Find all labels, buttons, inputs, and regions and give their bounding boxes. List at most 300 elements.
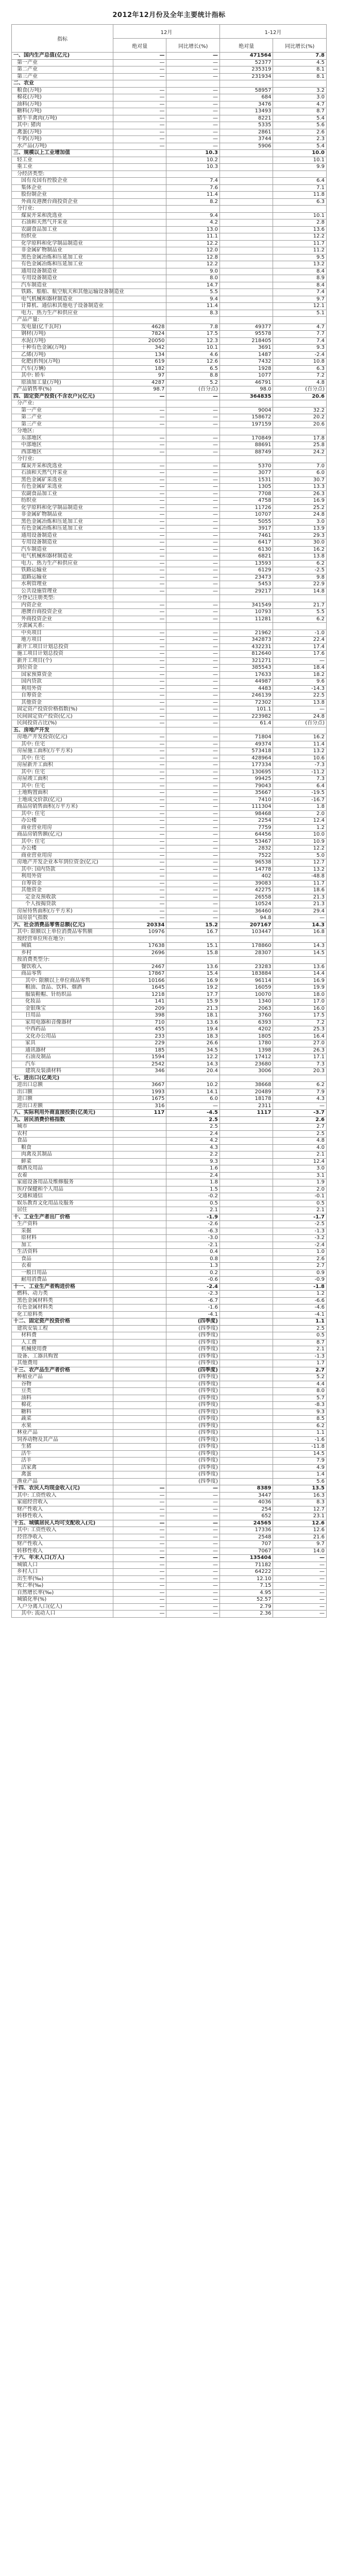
table-row — [12, 526, 327, 533]
ytd-value-cell: 10524 — [219, 901, 273, 908]
month-growth-cell — [166, 957, 220, 964]
ytd-growth-cell: 3.0 — [273, 1165, 327, 1173]
month-growth-cell: 10.3 — [166, 150, 220, 157]
table-row — [12, 282, 327, 289]
indicator-cell: 有色金属冶炼和压延加工业 — [12, 261, 113, 268]
ytd-value-cell: 20489 — [219, 1089, 273, 1096]
month-growth-cell: 10.2 — [166, 157, 220, 164]
ytd-growth-cell: 4.3 — [273, 1096, 327, 1103]
ytd-growth-cell: 2.5 — [273, 1325, 327, 1332]
table-row — [12, 1026, 327, 1033]
month-growth-cell: — — [166, 783, 220, 790]
ytd-growth-cell: 5.5 — [273, 609, 327, 616]
month-growth-cell: — — [166, 769, 220, 776]
month-value-cell — [113, 1464, 166, 1471]
table-row — [12, 212, 327, 219]
ytd-value-cell: 321271 — [219, 657, 273, 665]
month-growth-cell: 2.2 — [166, 1151, 220, 1159]
table-row — [12, 609, 327, 616]
table-row — [12, 206, 327, 213]
month-growth-cell: — — [166, 665, 220, 672]
month-value-cell — [113, 1242, 166, 1249]
indicator-cell: 黑色金属冶炼和压延加工业 — [12, 518, 113, 526]
ytd-growth-cell: 5.2 — [273, 1374, 327, 1381]
table-row — [12, 929, 327, 936]
month-value-cell: — — [113, 581, 166, 588]
month-value-cell — [113, 1075, 166, 1082]
table-row — [12, 1193, 327, 1200]
indicator-cell: 化学原料和化学制品制造业 — [12, 240, 113, 247]
month-growth-cell — [166, 727, 220, 734]
ytd-growth-cell: 11.8 — [273, 192, 327, 199]
ytd-value-cell: 11726 — [219, 504, 273, 512]
month-growth-cell: -1.9 — [166, 1214, 220, 1221]
month-growth-cell: -0.6 — [166, 1277, 220, 1284]
table-row — [12, 289, 327, 296]
ytd-value-cell: 231934 — [219, 73, 273, 80]
table-row — [12, 442, 327, 449]
table-row — [12, 581, 327, 588]
ytd-value-cell — [219, 1269, 273, 1277]
ytd-value-cell — [219, 240, 273, 247]
month-growth-cell: — — [166, 609, 220, 616]
ytd-value-cell — [219, 1200, 273, 1207]
month-value-cell — [113, 727, 166, 734]
table-row — [12, 1611, 327, 1618]
month-value-cell: — — [113, 692, 166, 700]
indicator-cell: 石油和天然气开采业 — [12, 470, 113, 477]
month-value-cell: — — [113, 1611, 166, 1618]
indicator-cell: 外商投资企业 — [12, 616, 113, 623]
table-row — [12, 769, 327, 776]
ytd-value-cell: 1340 — [219, 998, 273, 1006]
month-value-cell — [113, 1430, 166, 1437]
ytd-growth-cell: 2.6 — [273, 1256, 327, 1263]
month-value-cell — [113, 296, 166, 303]
month-growth-cell: 12.3 — [166, 337, 220, 345]
ytd-value-cell: 7067 — [219, 1548, 273, 1555]
ytd-value-cell — [219, 400, 273, 408]
month-growth-cell: 6.0 — [166, 1096, 220, 1103]
month-value-cell — [113, 1444, 166, 1451]
month-value-cell — [113, 1346, 166, 1353]
indicator-cell: 原油加工量(万吨) — [12, 379, 113, 386]
month-value-cell: 2696 — [113, 950, 166, 957]
ytd-growth-cell: 11.7 — [273, 880, 327, 887]
ytd-value-cell: 17412 — [219, 1054, 273, 1061]
ytd-value-cell — [219, 623, 273, 630]
indicator-cell: 油料 — [12, 1395, 113, 1402]
ytd-growth-cell: 7.3 — [273, 1061, 327, 1068]
month-growth-cell: — — [166, 108, 220, 115]
month-growth-cell: 1.5 — [166, 1186, 220, 1193]
indicator-cell: 国房景气指数 — [12, 915, 113, 922]
month-value-cell — [113, 1291, 166, 1298]
ytd-growth-cell: 9.7 — [273, 1541, 327, 1548]
indicator-cell: 办公楼 — [12, 845, 113, 853]
table-row — [12, 226, 327, 233]
ytd-growth-cell: 5.6 — [273, 1478, 327, 1485]
indicator-cell: 新开工项目计划总投资 — [12, 643, 113, 651]
ytd-growth-cell: 9.5 — [273, 254, 327, 261]
indicator-cell: 外商及港澳台商投资企业 — [12, 198, 113, 206]
month-value-cell — [113, 254, 166, 261]
indicator-cell: 粮油、食品、饮料、烟酒 — [12, 985, 113, 992]
month-growth-cell: (四季度) — [166, 1395, 220, 1402]
ytd-growth-cell: -4.1 — [273, 1311, 327, 1318]
ytd-value-cell — [219, 198, 273, 206]
ytd-value-cell — [219, 1388, 273, 1395]
month-growth-cell: — — [166, 824, 220, 832]
table-row — [12, 637, 327, 644]
month-value-cell: — — [113, 755, 166, 762]
ytd-growth-cell: 11.4 — [273, 741, 327, 748]
month-growth-cell: 15.9 — [166, 998, 220, 1006]
indicator-cell: 活羊 — [12, 1458, 113, 1465]
indicator-cell: 交通和通信 — [12, 1193, 113, 1200]
ytd-value-cell: 573418 — [219, 748, 273, 755]
ytd-growth-cell: 2.1 — [273, 1346, 327, 1353]
table-row — [12, 734, 327, 741]
month-growth-cell: (四季度) — [166, 1444, 220, 1451]
month-growth-cell — [166, 623, 220, 630]
table-row — [12, 178, 327, 185]
month-growth-cell: (四季度) — [166, 1325, 220, 1332]
indicator-cell: 汽车(万辆) — [12, 365, 113, 372]
month-growth-cell: -2.1 — [166, 1242, 220, 1249]
ytd-growth-cell: 7.2 — [273, 1019, 327, 1026]
table-row — [12, 727, 327, 734]
ytd-value-cell — [219, 456, 273, 463]
month-growth-cell: -6.7 — [166, 1297, 220, 1304]
ytd-value-cell: 2548 — [219, 1534, 273, 1541]
month-value-cell: — — [113, 713, 166, 720]
month-growth-cell: — — [166, 880, 220, 887]
statistics-table — [11, 24, 327, 1618]
month-growth-cell: — — [166, 532, 220, 539]
month-growth-cell: 12.0 — [166, 247, 220, 255]
month-value-cell — [113, 1179, 166, 1187]
ytd-growth-cell: 6.2 — [273, 560, 327, 567]
ytd-value-cell — [219, 178, 273, 185]
ytd-value-cell: 98468 — [219, 810, 273, 818]
ytd-growth-cell: 10.0 — [273, 832, 327, 839]
ytd-growth-cell: 2.6 — [273, 129, 327, 136]
ytd-value-cell: 207167 — [219, 922, 273, 929]
ytd-growth-cell: 18.4 — [273, 665, 327, 672]
indicator-cell: 家庭设备用品及维修服务 — [12, 1179, 113, 1187]
indicator-cell: 其中: 轿车 — [12, 372, 113, 380]
month-growth-cell: 16.7 — [166, 929, 220, 936]
month-value-cell: — — [113, 838, 166, 845]
ytd-value-cell: 6821 — [219, 553, 273, 561]
month-growth-cell — [166, 171, 220, 178]
indicator-cell: 电气机械和器材制造业 — [12, 296, 113, 303]
table-row — [12, 936, 327, 943]
month-value-cell — [113, 240, 166, 247]
ytd-value-cell: 707 — [219, 1541, 273, 1548]
indicator-cell: 采掘 — [12, 1228, 113, 1235]
table-row — [12, 1381, 327, 1388]
ytd-growth-cell: 21.3 — [273, 894, 327, 901]
ytd-value-cell: 471564 — [219, 53, 273, 60]
month-value-cell: — — [113, 1555, 166, 1562]
indicator-cell: 民间固定资产投资(亿元) — [12, 713, 113, 720]
month-growth-cell: — — [166, 122, 220, 129]
month-value-cell: 141 — [113, 998, 166, 1006]
ytd-value-cell: 52.57 — [219, 1597, 273, 1604]
ytd-value-cell — [219, 192, 273, 199]
indicator-cell: 商业营业用房 — [12, 824, 113, 832]
ytd-value-cell: 35667 — [219, 790, 273, 797]
month-value-cell: — — [113, 1569, 166, 1576]
month-growth-cell: (四季度) — [166, 1464, 220, 1471]
ytd-value-cell: 7410 — [219, 796, 273, 804]
ytd-value-cell: 2311 — [219, 1103, 273, 1110]
table-row — [12, 1325, 327, 1332]
table-row — [12, 818, 327, 825]
ytd-growth-cell: 17.8 — [273, 435, 327, 442]
indicator-cell: 铁路运输业 — [12, 567, 113, 574]
ytd-growth-cell: 5.6 — [273, 122, 327, 129]
month-value-cell: — — [113, 421, 166, 428]
month-value-cell — [113, 1318, 166, 1326]
month-growth-cell: 9.4 — [166, 212, 220, 219]
month-value-cell — [113, 1297, 166, 1304]
table-row — [12, 317, 327, 324]
ytd-value-cell: 23473 — [219, 574, 273, 581]
ytd-growth-cell: 0.5 — [273, 1332, 327, 1340]
month-value-cell — [113, 1228, 166, 1235]
indicator-cell: 煤炭开采和洗选业 — [12, 463, 113, 470]
table-row — [12, 421, 327, 428]
table-row — [12, 866, 327, 873]
ytd-growth-cell: 3.0 — [273, 94, 327, 101]
ytd-value-cell — [219, 1144, 273, 1151]
month-value-cell: — — [113, 94, 166, 101]
table-row — [12, 1165, 327, 1173]
ytd-growth-cell: 8.7 — [273, 108, 327, 115]
month-value-cell: — — [113, 832, 166, 839]
ytd-value-cell: 8221 — [219, 115, 273, 122]
ytd-growth-cell: 17.1 — [273, 1054, 327, 1061]
month-growth-cell: 18.3 — [166, 1033, 220, 1040]
month-growth-cell: (四季度) — [166, 1471, 220, 1479]
month-value-cell — [113, 1422, 166, 1430]
month-value-cell: — — [113, 1597, 166, 1604]
month-growth-cell: — — [166, 616, 220, 623]
ytd-growth-cell — [273, 595, 327, 602]
ytd-value-cell: 3077 — [219, 470, 273, 477]
month-value-cell: 2542 — [113, 1061, 166, 1068]
ytd-growth-cell: 7.3 — [273, 776, 327, 783]
indicator-cell: 十五、城镇居民人均可支配收入(元) — [12, 1520, 113, 1527]
table-row — [12, 539, 327, 547]
month-value-cell: — — [113, 915, 166, 922]
ytd-growth-cell: 5.4 — [273, 143, 327, 150]
table-row — [12, 365, 327, 372]
table-row — [12, 1082, 327, 1089]
month-value-cell: — — [113, 1485, 166, 1493]
indicator-cell: 分登记注册类型: — [12, 595, 113, 602]
indicator-cell: 利用外资 — [12, 873, 113, 880]
indicator-cell: 十三、农产品生产者价格 — [12, 1367, 113, 1374]
month-value-cell: — — [113, 720, 166, 727]
ytd-value-cell: 5055 — [219, 518, 273, 526]
indicator-cell: 国有及国有控股企业 — [12, 178, 113, 185]
indicator-cell: 自筹资金 — [12, 692, 113, 700]
ytd-growth-cell: 13.6 — [273, 963, 327, 971]
ytd-growth-cell: 10.1 — [273, 212, 327, 219]
indicator-cell: 电气机械和器材制造业 — [12, 553, 113, 561]
ytd-value-cell: 5453 — [219, 581, 273, 588]
indicator-cell: 新开工项目(个) — [12, 657, 113, 665]
ytd-growth-cell: 6.2 — [273, 1082, 327, 1089]
table-row — [12, 901, 327, 908]
table-row — [12, 1471, 327, 1479]
month-value-cell — [113, 317, 166, 324]
ytd-growth-cell: 21.7 — [273, 602, 327, 609]
month-value-cell — [113, 1263, 166, 1270]
table-row — [12, 1221, 327, 1228]
header-ytd: 1-12月 — [219, 25, 326, 39]
ytd-value-cell: 4483 — [219, 685, 273, 692]
table-row — [12, 957, 327, 964]
ytd-growth-cell: 20.2 — [273, 414, 327, 421]
indicator-cell: 其中: 工资性收入 — [12, 1527, 113, 1534]
ytd-growth-cell: 8.4 — [273, 268, 327, 275]
ytd-growth-cell: 26.3 — [273, 1047, 327, 1054]
month-value-cell: 182 — [113, 365, 166, 372]
indicator-cell: 分隶属关系: — [12, 623, 113, 630]
month-value-cell — [113, 192, 166, 199]
ytd-growth-cell: 20.6 — [273, 421, 327, 428]
table-row — [12, 414, 327, 421]
indicator-cell: 其中: 住宅 — [12, 769, 113, 776]
ytd-value-cell — [219, 1283, 273, 1291]
month-growth-cell: — — [166, 790, 220, 797]
month-growth-cell: — — [166, 894, 220, 901]
indicator-cell: 国家预算资金 — [12, 671, 113, 679]
month-value-cell: — — [113, 504, 166, 512]
ytd-value-cell — [219, 1436, 273, 1444]
ytd-growth-cell: 17.5 — [273, 1012, 327, 1020]
month-growth-cell: — — [166, 414, 220, 421]
ytd-growth-cell: -48.8 — [273, 873, 327, 880]
indicator-cell: 糖料(万吨) — [12, 108, 113, 115]
indicator-cell: 活牛 — [12, 1450, 113, 1458]
table-row — [12, 574, 327, 581]
table-row — [12, 108, 327, 115]
table-row — [12, 386, 327, 394]
table-row — [12, 1339, 327, 1346]
ytd-growth-cell: 8.3 — [273, 1499, 327, 1506]
ytd-growth-cell: -2.4 — [273, 1242, 327, 1249]
month-growth-cell: — — [166, 1562, 220, 1569]
month-value-cell — [113, 1186, 166, 1193]
ytd-growth-cell: 10.0 — [273, 150, 327, 157]
month-growth-cell: 7.8 — [166, 324, 220, 331]
month-growth-cell — [166, 80, 220, 88]
month-value-cell: — — [113, 1492, 166, 1499]
ytd-value-cell: 53467 — [219, 838, 273, 845]
month-growth-cell: — — [166, 498, 220, 505]
month-growth-cell: — — [166, 692, 220, 700]
month-growth-cell: (四季度) — [166, 1367, 220, 1374]
month-growth-cell: 8.0 — [166, 275, 220, 282]
ytd-growth-cell: -0.1 — [273, 1193, 327, 1200]
ytd-value-cell: 4202 — [219, 1026, 273, 1033]
month-value-cell: — — [113, 908, 166, 915]
month-value-cell: 619 — [113, 359, 166, 366]
month-growth-cell: — — [166, 1534, 220, 1541]
month-growth-cell: 14.1 — [166, 1089, 220, 1096]
ytd-growth-cell: — — [273, 706, 327, 714]
table-row — [12, 1395, 327, 1402]
month-growth-cell: — — [166, 657, 220, 665]
month-growth-cell: 13.6 — [166, 963, 220, 971]
indicator-cell: 烟酒及用品 — [12, 1165, 113, 1173]
month-growth-cell: (四季度) — [166, 1430, 220, 1437]
table-row — [12, 1089, 327, 1096]
ytd-value-cell — [219, 1318, 273, 1326]
month-value-cell — [113, 1200, 166, 1207]
ytd-growth-cell: 13.9 — [273, 526, 327, 533]
month-growth-cell: -6.3 — [166, 1228, 220, 1235]
ytd-value-cell — [219, 1416, 273, 1423]
ytd-growth-cell: 2.8 — [273, 219, 327, 227]
ytd-growth-cell: 2.0 — [273, 1186, 327, 1193]
ytd-value-cell: 36460 — [219, 908, 273, 915]
indicator-cell: 财产性收入 — [12, 1506, 113, 1513]
indicator-cell: 汽车制造业 — [12, 546, 113, 553]
month-value-cell — [113, 1165, 166, 1173]
month-growth-cell: 12.2 — [166, 240, 220, 247]
month-growth-cell: — — [166, 101, 220, 108]
table-row — [12, 477, 327, 484]
month-growth-cell: (四季度) — [166, 1353, 220, 1360]
table-row — [12, 553, 327, 561]
ytd-value-cell — [219, 1228, 273, 1235]
ytd-value-cell: 101.1 — [219, 706, 273, 714]
ytd-value-cell: 11281 — [219, 616, 273, 623]
month-value-cell: — — [113, 1520, 166, 1527]
ytd-growth-cell: 0.5 — [273, 1200, 327, 1207]
ytd-growth-cell: 30.7 — [273, 477, 327, 484]
table-row — [12, 762, 327, 769]
table-row — [12, 1075, 327, 1082]
ytd-growth-cell: 6.3 — [273, 198, 327, 206]
ytd-value-cell: 39083 — [219, 880, 273, 887]
indicator-cell: 其中: 住宅 — [12, 741, 113, 748]
table-row — [12, 1256, 327, 1263]
month-value-cell: — — [113, 616, 166, 623]
month-growth-cell: 17.7 — [166, 991, 220, 998]
ytd-value-cell — [219, 268, 273, 275]
indicator-cell: 家用电器和音像器材 — [12, 1019, 113, 1026]
month-growth-cell: — — [166, 1492, 220, 1499]
ytd-value-cell: 342873 — [219, 637, 273, 644]
table-row — [12, 741, 327, 748]
ytd-growth-cell: 29.3 — [273, 532, 327, 539]
ytd-value-cell: 14778 — [219, 866, 273, 873]
table-row — [12, 991, 327, 998]
ytd-value-cell — [219, 1311, 273, 1318]
ytd-value-cell — [219, 1304, 273, 1312]
ytd-value-cell — [219, 1263, 273, 1270]
month-growth-cell: — — [166, 470, 220, 477]
month-growth-cell: 17.5 — [166, 331, 220, 338]
